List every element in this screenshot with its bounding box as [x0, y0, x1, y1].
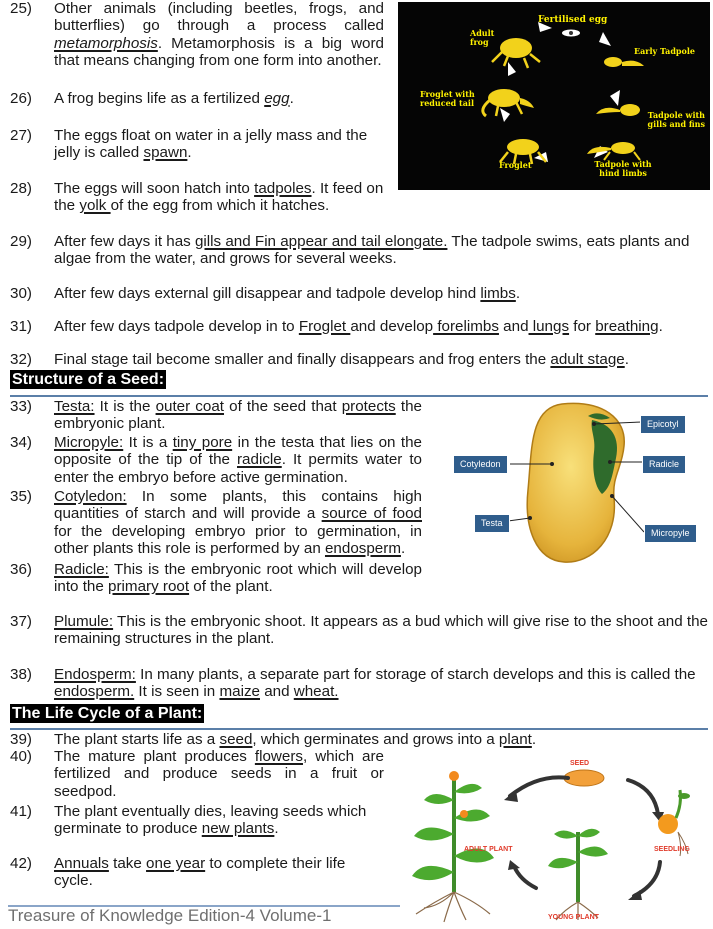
item-number: 36) — [10, 561, 32, 578]
section-divider — [10, 395, 708, 397]
item-number: 27) — [10, 127, 32, 144]
label-tadpole-hind-limbs: Tadpole with hind limbs — [594, 159, 652, 178]
label-fertilised-egg: Fertilised egg — [538, 15, 608, 25]
plant-life-cycle-diagram — [398, 752, 710, 927]
item-number: 34) — [10, 434, 32, 451]
item-number: 37) — [10, 613, 32, 630]
item-text: Final stage tail become smaller and finally disappears and frog enters the adult stage. — [54, 351, 629, 368]
label-young-plant: YOUNG PLANT — [548, 914, 599, 921]
item-number: 25) — [10, 0, 32, 17]
label-early-tadpole: Early Tadpole — [634, 46, 695, 56]
label-froglet-reduced-tail: Froglet with reduced tail — [420, 89, 475, 108]
item-text: Other animals (including beetles, frogs, and butterflies) go through a process called metamorphosis. Metamorphosis is a big word that means changing from one form into another. — [54, 0, 384, 70]
item-text: Plumule: This is the embryonic shoot. It appears as a bud which will give rise to the shoot and the remaining structures in the plant. — [54, 613, 708, 648]
item-text: After few days tadpole develop in to Froglet and develop forelimbs and lungs for breathing. — [54, 318, 663, 335]
item-text: Annuals take one year to complete their life cycle. — [54, 855, 346, 890]
item-number: 39) — [10, 731, 32, 748]
item-text: Cotyledon: In some plants, this contains high quantities of starch and will provide a source of food for the developing embryo prior to germination, in other plants this role is performed by an endosperm. — [54, 488, 422, 558]
section-divider — [10, 728, 708, 730]
item-number: 35) — [10, 488, 32, 505]
section-title-plant: The Life Cycle of a Plant: — [12, 705, 203, 722]
item-text: Testa: It is the outer coat of the seed that protects the embryonic plant. — [54, 398, 422, 433]
footer-text: Treasure of Knowledge Edition-4 Volume-1 — [8, 906, 332, 925]
item-number: 38) — [10, 666, 32, 683]
item-text: Endosperm: In many plants, a separate part for storage of starch develops and this is called the endosperm. It is seen in maize and wheat. — [54, 666, 696, 701]
item-text: After few days it has gills and Fin appear and tail elongate. The tadpole swims, eats plants and algae from the water, and grows for several weeks. — [54, 233, 690, 268]
item-number: 42) — [10, 855, 32, 872]
section-title-seed: Structure of a Seed: — [12, 371, 165, 388]
label-adult-plant: ADULT PLANT — [464, 846, 513, 853]
label-testa: Testa — [474, 514, 510, 533]
item-number: 29) — [10, 233, 32, 250]
label-seedling: SEEDLING — [654, 846, 690, 853]
label-seed: SEED — [570, 760, 590, 767]
label-froglet: Froglet — [499, 160, 532, 170]
item-number: 40) — [10, 748, 32, 765]
label-adult-frog: Adult frog — [470, 28, 495, 47]
item-text: The plant starts life as a seed, which germinates and grows into a plant. — [54, 731, 537, 748]
seed-structure-diagram — [452, 398, 702, 568]
item-number: 33) — [10, 398, 32, 415]
item-text: The eggs will soon hatch into tadpoles. It feed on the yolk of the egg from which it hatches. — [54, 180, 384, 215]
item-number: 31) — [10, 318, 32, 335]
item-text: The eggs float on water in a jelly mass and the jelly is called spawn. — [54, 127, 368, 162]
item-number: 41) — [10, 803, 32, 820]
label-micropyle: Micropyle — [644, 524, 697, 543]
item-text: Micropyle: It is a tiny pore in the testa that lies on the opposite of the tip of the radicle. It permits water to enter the embryo before active germination. — [54, 434, 422, 486]
item-text: The plant eventually dies, leaving seeds which germinate to produce new plants. — [54, 803, 367, 838]
item-text: A frog begins life as a fertilized egg. — [54, 90, 294, 107]
frog-life-cycle-diagram — [398, 2, 710, 190]
item-number: 26) — [10, 90, 32, 107]
label-epicotyl: Epicotyl — [640, 415, 686, 434]
item-text: Radicle: This is the embryonic root which will develop into the primary root of the plant. — [54, 561, 422, 596]
label-tadpole-gills: Tadpole with gills and fins — [647, 110, 705, 129]
item-text: After few days external gill disappear and tadpole develop hind limbs. — [54, 285, 521, 302]
item-number: 28) — [10, 180, 32, 197]
label-cotyledon: Cotyledon — [453, 455, 508, 474]
label-radicle: Radicle — [642, 455, 686, 474]
item-number: 30) — [10, 285, 32, 302]
item-number: 32) — [10, 351, 32, 368]
item-text: The mature plant produces flowers, which are fertilized and produce seeds in a fruit or seedpod. — [54, 748, 384, 800]
